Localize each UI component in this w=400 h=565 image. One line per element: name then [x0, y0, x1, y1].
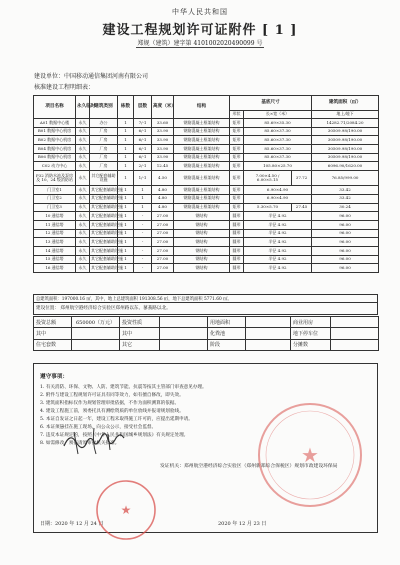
cell-floors: 1 [134, 194, 152, 203]
table-row [34, 162, 379, 171]
col-header-permanent: 永久临时 [76, 96, 90, 119]
cell-count: 1 [118, 203, 134, 212]
col-subheader-above-below: 地上/地下 [312, 111, 379, 119]
cell-structure: 钢筋混凝土框架结构 [174, 203, 230, 212]
cell-permanent: 永久 [76, 127, 90, 136]
cell-category: 其它配套辅助设施 [90, 186, 118, 195]
housing-units-value [72, 339, 120, 350]
stage-value [246, 339, 291, 350]
cell-dimensions: 半径 4.92 [244, 212, 312, 221]
cell-structure: 钢结构 [174, 264, 230, 273]
applicant-line [34, 71, 148, 80]
applicant-value: 中国移动通信集团河南有限公司 [64, 73, 149, 80]
cell-category: 其它配套辅助设施 [90, 238, 118, 247]
cell-dimensions: 半径 4.92 [244, 220, 312, 229]
cell-category: 其它配套辅助设施 [90, 171, 118, 186]
cell-height: 4.80 [152, 194, 174, 203]
cell-name: P32 消防水池及泵房及 10、24 级消防站 [34, 171, 76, 186]
subtotal-value-2 [160, 328, 208, 339]
cell-area: 76.85/999.00 [312, 171, 379, 186]
cell-floors: - [134, 212, 152, 221]
cell-height: 27.00 [152, 264, 174, 273]
cell-category: 其它配套辅助设施 [90, 264, 118, 273]
cell-dimensions: 85.60×37.30 [244, 136, 312, 145]
cell-area: 33.42 [312, 194, 379, 203]
cell-height: 27.00 [152, 246, 174, 255]
cell-height: 27.00 [152, 255, 174, 264]
cell-shape: 圆形 [230, 220, 244, 229]
cell-count: 1 [118, 212, 134, 221]
col-header-count: 栋数 [118, 96, 134, 119]
cell-area: 96.00 [312, 264, 379, 273]
list-item: 4. 建设工程施工前，须委托具有测绘资质的单位放线并报请规划验线。 [40, 409, 184, 414]
cell-category: 办公 [90, 119, 118, 128]
list-item: 5. 本证自发证之日起一年，建设工程未取得施工许可的，应提出延期申请。 [40, 417, 193, 422]
table-row [34, 255, 379, 264]
cell-category: 厂房 [90, 127, 118, 136]
cell-category: 厂房 [90, 162, 118, 171]
col-subheader-shape: 形状 [230, 111, 244, 119]
cell-permanent: 永久 [76, 119, 90, 128]
cell-permanent: 永久 [76, 194, 90, 203]
cell-floors: 2/-1 [134, 162, 152, 171]
cell-floors: 6/-1 [134, 145, 152, 154]
investment-total-value: 650000（万元） [72, 317, 120, 328]
parking-label: 地下停车位 [291, 328, 331, 339]
cell-structure: 钢结构 [174, 238, 230, 247]
cell-dimensions: 半径 4.92 [244, 238, 312, 247]
table-row [34, 229, 379, 238]
table-row [34, 145, 379, 154]
investment-total-label: 投资总额 [34, 317, 72, 328]
cell-category: 其它配套辅助设施 [90, 212, 118, 221]
col-subheader-dimensions: 长×宽（米） [244, 111, 312, 119]
col-header-category: 建筑类别 [90, 96, 118, 119]
cell-name: 10 通信塔 [34, 212, 76, 221]
list-item: 7. 违反本证规定的，按照《中华人民共和国城乡规划法》有关规定处理。 [40, 433, 189, 438]
cell-category: 其它配套辅助设施 [90, 246, 118, 255]
cell-shape: 圆形 [230, 246, 244, 255]
cell-height: 12.45 [152, 162, 174, 171]
cell-shape: 矩形 [230, 194, 244, 203]
cell-floors: - [134, 246, 152, 255]
cell-dimensions: 6.90×4.90 [244, 194, 312, 203]
cell-dimensions: 85.60×37.30 [244, 127, 312, 136]
cell-permanent: 永久 [76, 186, 90, 195]
cell-name: B04 数据中心机房 [34, 145, 76, 154]
cell-category: 其它配套辅助设施 [90, 194, 118, 203]
stage-label: 阶段 [208, 339, 246, 350]
cell-area: 30.24 [312, 203, 379, 212]
cell-dimensions: 85.60×37.30 [244, 145, 312, 154]
col-header-structure: 结构 [174, 96, 230, 119]
subtotal-value-1 [72, 328, 120, 339]
cell-name: B01 数据中心机房 [34, 127, 76, 136]
housing-units-label: 住宅套数 [34, 339, 72, 350]
cell-count: 1 [118, 194, 134, 203]
col-header-height: 高度（米） [152, 96, 174, 119]
cell-dimensions: 85.60×37.30 [244, 153, 312, 162]
allocation-value [331, 339, 379, 350]
table-row [34, 264, 379, 273]
subtotal-label-2: 其中 [120, 328, 160, 339]
cell-permanent: 永久 [76, 246, 90, 255]
cell-category: 其它配套辅助设施 [90, 255, 118, 264]
cell-count: 1 [118, 238, 134, 247]
cell-name: 13 通信塔 [34, 238, 76, 247]
cell-floors: - [134, 220, 152, 229]
cell-shape: 矩形 [230, 162, 244, 171]
cell-dimensions: 5.30×5.70 [244, 203, 292, 212]
cell-name: 门卫室3 [34, 203, 76, 212]
col-header-name: 项目名称 [34, 96, 76, 119]
cell-floors: 1 [134, 186, 152, 195]
cell-floors: 7/-1 [134, 119, 152, 128]
commercial-value [331, 317, 379, 328]
cell-structure: 钢筋混凝土框架结构 [174, 186, 230, 195]
approved-list-label: 核准建设工程明细表： [34, 84, 95, 91]
cell-dimensions: 85.69×35.30 [244, 119, 312, 128]
issue-date: 2020 年 12 月 23 日 [218, 521, 267, 527]
cell-area: 96.00 [312, 212, 379, 221]
table-row [34, 171, 379, 186]
cell-floors: 6/-1 [134, 153, 152, 162]
cell-shape: 矩形 [230, 153, 244, 162]
cell-name: B06 数据中心机房 [34, 153, 76, 162]
cell-permanent: 永久 [76, 145, 90, 154]
cell-permanent: 永久 [76, 255, 90, 264]
cell-structure: 钢筋混凝土框架结构 [174, 136, 230, 145]
investment-nature-label: 投资性质 [120, 317, 160, 328]
cell-area: 96.00 [312, 220, 379, 229]
investment-nature-value [160, 317, 208, 328]
cell-count: 1 [118, 136, 134, 145]
cell-height: 33.90 [152, 136, 174, 145]
table-row [34, 246, 379, 255]
other-label: 其它 [120, 339, 160, 350]
table-row [34, 203, 379, 212]
cell-floors: - [134, 229, 152, 238]
country-heading: 中华人民共和国 [172, 8, 228, 16]
issuing-authority-label: 发证机关： [160, 464, 184, 469]
cell-area: 30509.98/190.00 [312, 145, 379, 154]
cell-shape: 矩形 [230, 136, 244, 145]
cell-name: 门卫室1 [34, 186, 76, 195]
cell-area: 14282.71/2084.20 [312, 119, 379, 128]
cell-floors: 1/-1 [134, 171, 152, 186]
cell-permanent: 永久 [76, 229, 90, 238]
cell-height: 27.00 [152, 229, 174, 238]
cell-count: 1 [118, 127, 134, 136]
cell-count: 1 [118, 255, 134, 264]
document-title: 建设工程规划许可证附件 [ 1 ] [102, 23, 298, 38]
cell-structure: 钢筋混凝土框架结构 [174, 153, 230, 162]
table-row [34, 186, 379, 195]
signature-date: 日期：2020 年 12 月 24 日 [40, 521, 104, 527]
cell-height: 27.00 [152, 220, 174, 229]
cell-shape: 矩形 [230, 171, 244, 186]
cell-permanent: 永久 [76, 136, 90, 145]
applicant-label: 建设单位： [34, 73, 65, 80]
cell-height: 33.90 [152, 153, 174, 162]
cell-shape: 矩形 [230, 145, 244, 154]
official-seal-left [94, 478, 158, 546]
svg-text:★: ★ [120, 503, 132, 517]
cell-area: 96.00 [312, 246, 379, 255]
col-header-footprint: 基底尺寸 [230, 96, 312, 111]
cell-structure: 钢结构 [174, 255, 230, 264]
cell-name: C02 动力中心 [34, 162, 76, 171]
table-row [34, 212, 379, 221]
cell-shape: 矩形 [230, 127, 244, 136]
cell-floors: 6/-1 [134, 136, 152, 145]
cell-name: A01 数据中心楼 [34, 119, 76, 128]
cell-area: 33.42 [312, 186, 379, 195]
commercial-label: 商业用房 [291, 317, 331, 328]
cell-height: 33.90 [152, 127, 174, 136]
cell-permanent: 永久 [76, 264, 90, 273]
cell-permanent: 永久 [76, 153, 90, 162]
table-row [34, 127, 379, 136]
subtotal-label-1: 其中 [34, 328, 72, 339]
cell-footprint-area: 27.45 [292, 203, 312, 212]
cell-category: 厂房 [90, 136, 118, 145]
issuing-authority-name: 郑州航空港经济综合实验区（郑州新郑综合保税区）规划市政建设环保局 [184, 464, 338, 469]
cell-footprint-area: 37.72 [292, 171, 312, 186]
cell-height: 33.90 [152, 145, 174, 154]
cell-area: 6096.90/1620.00 [312, 162, 379, 171]
cell-structure: 钢筋混凝土框架结构 [174, 145, 230, 154]
cell-structure: 钢筋混凝土框架结构 [174, 194, 230, 203]
land-area-value [246, 317, 291, 328]
building-detail-table [33, 95, 379, 273]
cell-name: 11 通信塔 [34, 220, 76, 229]
allocation-label: 分摊数 [291, 339, 331, 350]
col-header-floors: 层数 [134, 96, 152, 119]
cell-dimensions: 半径 4.92 [244, 255, 312, 264]
cell-permanent: 永久 [76, 212, 90, 221]
certificate-number [0, 38, 400, 47]
cell-count: 1 [118, 145, 134, 154]
handwritten-signature [60, 422, 130, 466]
cell-count: 1 [118, 220, 134, 229]
cell-name: 16 通信塔 [34, 264, 76, 273]
cell-category: 厂房 [90, 153, 118, 162]
cell-count: 1 [118, 153, 134, 162]
cell-category: 其它配套辅助设施 [90, 220, 118, 229]
cell-shape: 矩形 [230, 186, 244, 195]
cell-area: 96.00 [312, 238, 379, 247]
cell-area: 96.00 [312, 255, 379, 264]
cell-area: 30509.98/190.00 [312, 127, 379, 136]
table-row [34, 238, 379, 247]
cell-shape: 圆形 [230, 264, 244, 273]
cell-area: 96.00 [312, 229, 379, 238]
list-item: 3. 建筑面积指标仅作为规划管理审批依据，不作为面积测算的依据。 [40, 401, 180, 406]
cell-floors: 6/-1 [134, 127, 152, 136]
cell-structure: 钢结构 [174, 212, 230, 221]
land-area-label: 用地面积 [208, 317, 246, 328]
cell-count: 1 [118, 264, 134, 273]
cell-category: 其它配套辅助设施 [90, 229, 118, 238]
cell-structure: 钢筋混凝土框架结构 [174, 162, 230, 171]
cell-height: 27.00 [152, 238, 174, 247]
list-item: 2. 附件与建设工程规划许可证具有同等效力，如有擅自修改，即失效。 [40, 393, 184, 398]
cell-count: 1 [118, 162, 134, 171]
cell-structure: 钢筋混凝土框架结构 [174, 127, 230, 136]
cell-floors: - [134, 264, 152, 273]
cell-shape: 矩形 [230, 203, 244, 212]
cell-area: 30509.98/190.00 [312, 153, 379, 162]
parking-value [331, 328, 379, 339]
cell-floors: - [134, 255, 152, 264]
cell-count: 1 [118, 186, 134, 195]
cell-height: 33.60 [152, 119, 174, 128]
cell-name: B02 数据中心机房 [34, 136, 76, 145]
cell-name: 门卫室2 [34, 194, 76, 203]
cell-permanent: 永久 [76, 171, 90, 186]
cell-category: 厂房 [90, 145, 118, 154]
col-header-area: 建筑面积（㎡） [312, 96, 379, 111]
cell-structure: 钢结构 [174, 229, 230, 238]
cell-floors: 1 [134, 203, 152, 212]
table-row [34, 153, 379, 162]
cell-dimensions: 半径 4.92 [244, 229, 312, 238]
other-value [160, 339, 208, 350]
cell-count: 1 [118, 171, 134, 186]
septic-value [246, 328, 291, 339]
table-row [34, 136, 379, 145]
cell-dimensions: 6.90×4.90 [244, 186, 312, 195]
certificate-number-text: 郑规（建筑）建字第 4101002020490099 号 [137, 40, 263, 47]
investment-table [33, 316, 379, 351]
total-area-summary: 总建筑面积：197000.16 ㎡，其中，地上总建筑面积 191308.56 ㎡，地下总建筑面积 5771.60 ㎡。 [33, 294, 378, 303]
cell-shape: 矩形 [230, 119, 244, 128]
cell-shape: 圆形 [230, 238, 244, 247]
cell-name: 12 通信塔 [34, 229, 76, 238]
cell-category: 其它配套辅助设施 [90, 203, 118, 212]
cell-count: 1 [118, 246, 134, 255]
cell-structure: 钢结构 [174, 220, 230, 229]
cell-name: 14 通信塔 [34, 246, 76, 255]
cell-height: 4.80 [152, 186, 174, 195]
svg-text:★: ★ [301, 443, 319, 467]
cell-permanent: 永久 [76, 220, 90, 229]
cell-shape: 圆形 [230, 255, 244, 264]
cell-structure: 钢筋混凝土框架结构 [174, 119, 230, 128]
cell-structure: 钢筋混凝土框架结构 [174, 171, 230, 186]
cell-dimensions: 7.00×4.50 / 6.00×5.15 [244, 171, 292, 186]
cell-floors: - [134, 238, 152, 247]
cell-count: 1 [118, 119, 134, 128]
cell-permanent: 永久 [76, 238, 90, 247]
cell-shape: 圆形 [230, 229, 244, 238]
cell-name: 15 通信塔 [34, 255, 76, 264]
cell-height: 27.00 [152, 212, 174, 221]
construction-location: 建设位置： 郑州航空港经济综合实验区郑州路以东、蓼莪路以北。 [33, 303, 378, 315]
cell-dimensions: 半径 4.92 [244, 264, 312, 273]
table-row [34, 194, 379, 203]
notes-title: 遵守事项： [40, 374, 68, 380]
cell-permanent: 永久 [76, 203, 90, 212]
list-item: 6. 本证须悬挂在施工现场，向公众公示，接受社会监督。 [40, 425, 157, 430]
cell-permanent: 永久 [76, 162, 90, 171]
official-seal-right [255, 400, 365, 514]
cell-shape: 圆形 [230, 212, 244, 221]
table-row [34, 119, 379, 128]
septic-label: 化粪池 [208, 328, 246, 339]
cell-dimensions: 半径 4.92 [244, 246, 312, 255]
cell-height: 4.50 [152, 171, 174, 186]
cell-area: 30509.98/190.00 [312, 136, 379, 145]
cell-structure: 钢结构 [174, 246, 230, 255]
cell-height: 4.80 [152, 203, 174, 212]
table-row [34, 220, 379, 229]
cell-count: 1 [118, 229, 134, 238]
cell-dimensions: 105.80×25.70 [244, 162, 312, 171]
list-item: 8. 如需修改，须报请原审批机关批准。 [40, 441, 120, 446]
list-item: 1. 有关消防、环保、文物、人防、建筑节能、抗震等按其主管部门审查意见办理。 [40, 385, 207, 390]
